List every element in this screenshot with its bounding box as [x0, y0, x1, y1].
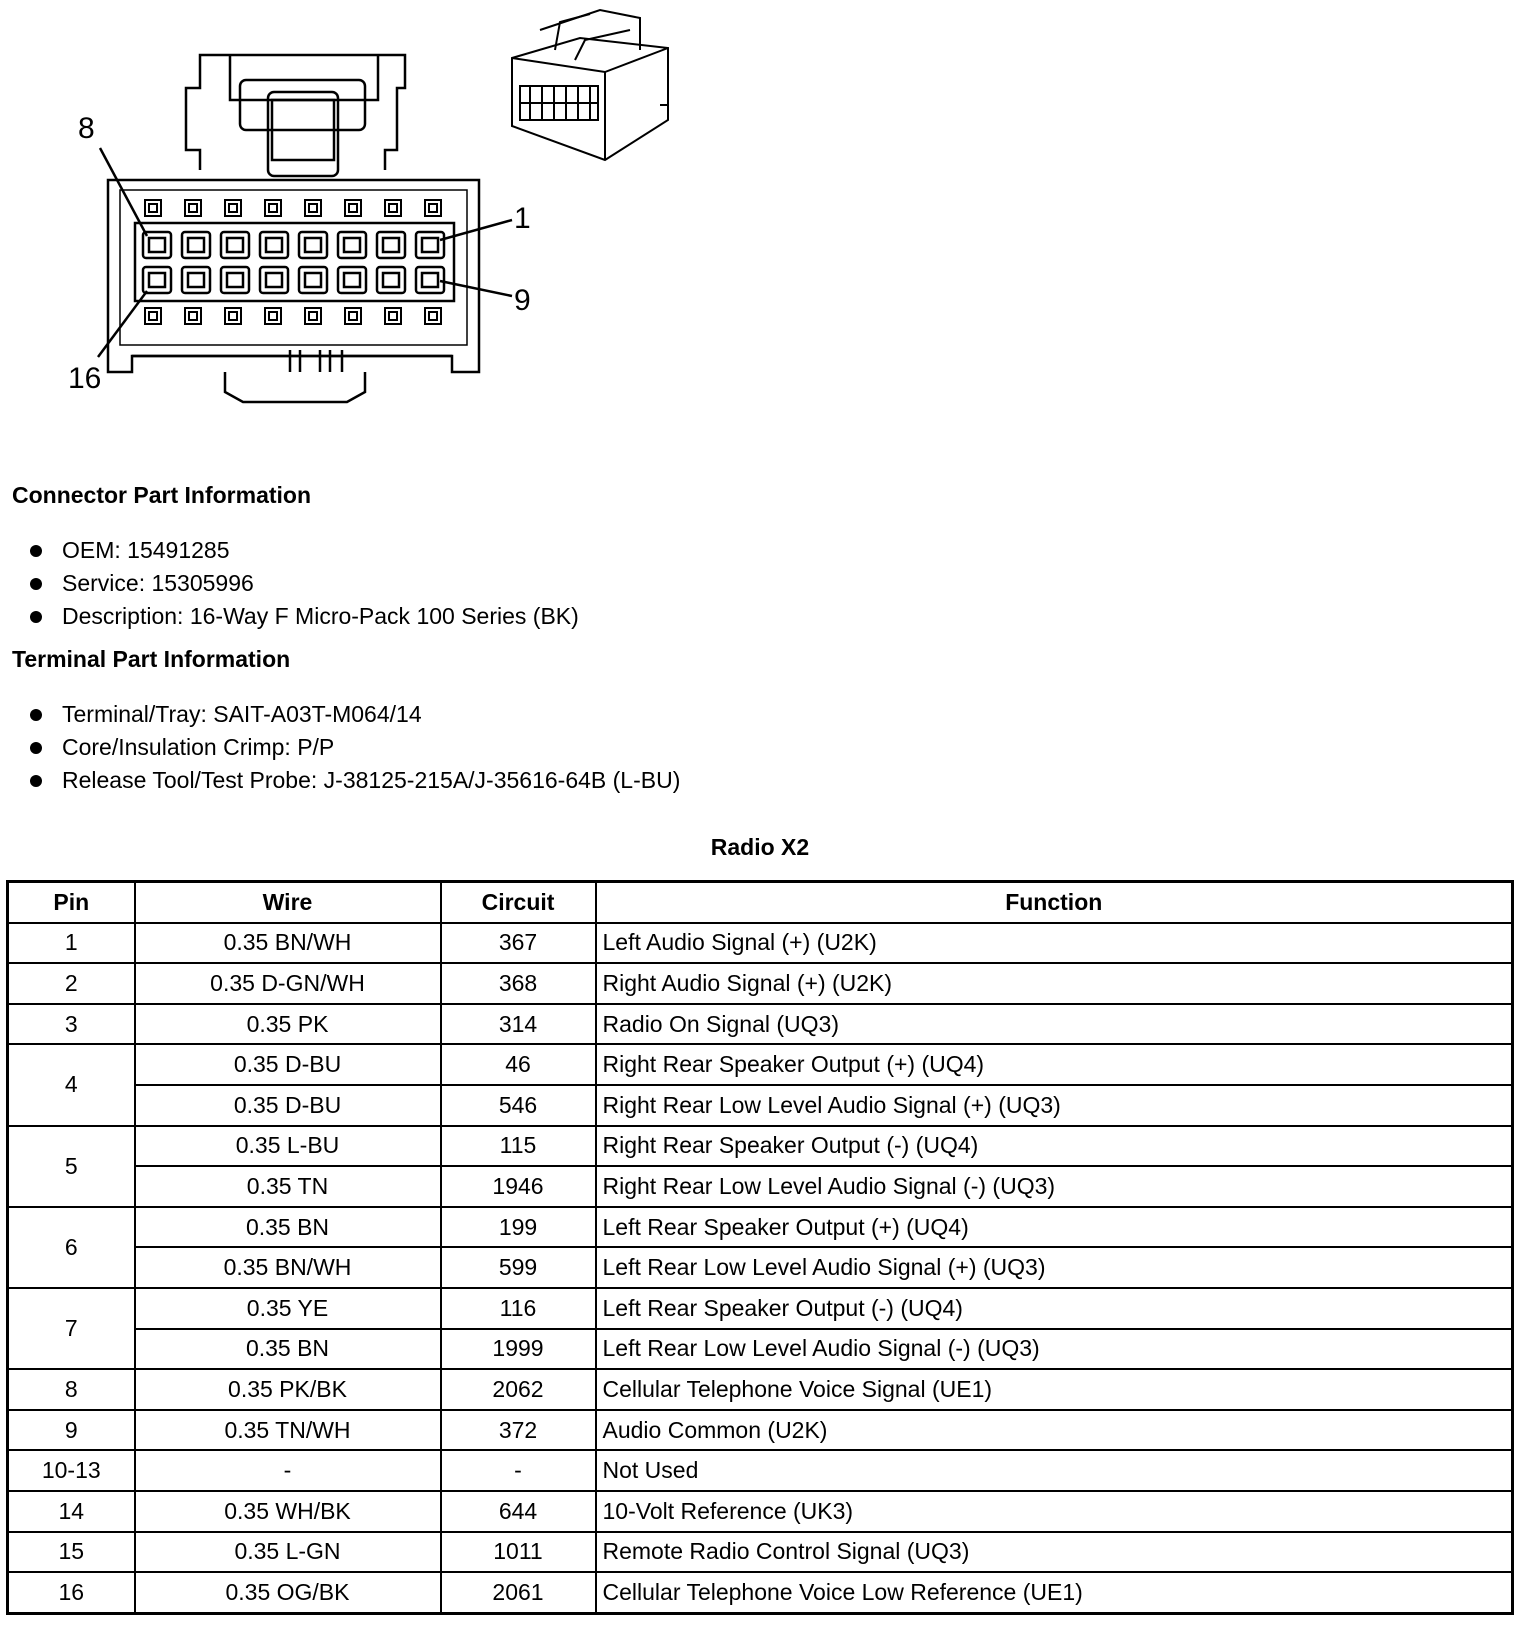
circuit-cell: 546	[441, 1085, 596, 1126]
terminal-info-item: Release Tool/Test Probe: J-38125-215A/J-35616-64B (L-BU)	[30, 764, 680, 797]
connector-info-title: Connector Part Information	[12, 482, 312, 508]
function-cell: Right Rear Speaker Output (-) (UQ4)	[596, 1126, 1513, 1167]
function-cell: Cellular Telephone Voice Signal (UE1)	[596, 1369, 1513, 1410]
pin-label-1: 1	[514, 202, 531, 235]
wire-cell: 0.35 PK	[135, 1004, 441, 1045]
pin-cell: 6	[8, 1207, 135, 1288]
function-cell: Left Rear Low Level Audio Signal (-) (UQ3)	[596, 1329, 1513, 1370]
wire-cell: 0.35 D-GN/WH	[135, 963, 441, 1004]
circuit-cell: 644	[441, 1491, 596, 1532]
pin-cell: 8	[8, 1369, 135, 1410]
terminal-info-item: Core/Insulation Crimp: P/P	[30, 731, 680, 764]
pin-cell: 7	[8, 1288, 135, 1369]
circuit-cell: 46	[441, 1044, 596, 1085]
table-row	[8, 1004, 1513, 1045]
circuit-cell: 199	[441, 1207, 596, 1248]
terminal-info-title: Terminal Part Information	[12, 646, 291, 672]
table-row	[8, 1044, 1513, 1085]
table-row	[8, 1532, 1513, 1573]
wire-cell: 0.35 PK/BK	[135, 1369, 441, 1410]
wire-cell: 0.35 L-BU	[135, 1126, 441, 1167]
wire-cell: 0.35 TN	[135, 1166, 441, 1207]
table-row	[8, 1491, 1513, 1532]
function-cell: Left Rear Speaker Output (+) (UQ4)	[596, 1207, 1513, 1248]
header-wire: Wire	[135, 882, 441, 923]
header-pin: Pin	[8, 882, 135, 923]
wire-cell: 0.35 TN/WH	[135, 1410, 441, 1451]
wire-cell: 0.35 L-GN	[135, 1532, 441, 1573]
table-row	[8, 963, 1513, 1004]
connector-isometric-icon	[512, 10, 668, 160]
function-cell: Right Rear Low Level Audio Signal (+) (UQ3)	[596, 1085, 1513, 1126]
wire-cell: -	[135, 1450, 441, 1491]
table-row	[8, 1329, 1513, 1370]
function-cell: Left Audio Signal (+) (U2K)	[596, 923, 1513, 964]
pin-label-8: 8	[78, 112, 95, 145]
pin-cell: 5	[8, 1126, 135, 1207]
table-row	[8, 1450, 1513, 1491]
circuit-cell: 115	[441, 1126, 596, 1167]
table-row	[8, 1410, 1513, 1451]
wire-cell: 0.35 YE	[135, 1288, 441, 1329]
table-row	[8, 1207, 1513, 1248]
function-cell: Right Rear Speaker Output (+) (UQ4)	[596, 1044, 1513, 1085]
pin-cell: 2	[8, 963, 135, 1004]
terminal-info-list	[30, 698, 680, 797]
circuit-cell: 314	[441, 1004, 596, 1045]
wire-cell: 0.35 OG/BK	[135, 1572, 441, 1613]
function-cell: Radio On Signal (UQ3)	[596, 1004, 1513, 1045]
pin-label-16: 16	[68, 362, 102, 395]
connector-info-list	[30, 534, 579, 633]
table-row	[8, 923, 1513, 964]
pin-cell: 4	[8, 1044, 135, 1125]
wire-cell: 0.35 D-BU	[135, 1085, 441, 1126]
circuit-cell: 2061	[441, 1572, 596, 1613]
function-cell: Remote Radio Control Signal (UQ3)	[596, 1532, 1513, 1573]
connector-info-item: Description: 16-Way F Micro-Pack 100 Series (BK)	[30, 600, 579, 633]
table-row	[8, 1288, 1513, 1329]
pin-cell: 3	[8, 1004, 135, 1045]
function-cell: Right Rear Low Level Audio Signal (-) (UQ3)	[596, 1166, 1513, 1207]
circuit-cell: 2062	[441, 1369, 596, 1410]
table-row	[8, 1166, 1513, 1207]
function-cell: Right Audio Signal (+) (U2K)	[596, 963, 1513, 1004]
pinout-table	[6, 880, 1514, 1615]
pin-cell: 15	[8, 1532, 135, 1573]
table-header-row	[8, 882, 1513, 923]
pin-cell: 16	[8, 1572, 135, 1613]
pin-label-9: 9	[514, 284, 531, 317]
wire-cell: 0.35 BN	[135, 1329, 441, 1370]
function-cell: Not Used	[596, 1450, 1513, 1491]
function-cell: 10-Volt Reference (UK3)	[596, 1491, 1513, 1532]
table-caption: Radio X2	[710, 834, 810, 860]
connector-diagram	[0, 0, 720, 420]
circuit-cell: 116	[441, 1288, 596, 1329]
connector-info-item: Service: 15305996	[30, 567, 579, 600]
header-function: Function	[596, 882, 1513, 923]
table-row	[8, 1369, 1513, 1410]
wire-cell: 0.35 BN/WH	[135, 1247, 441, 1288]
function-cell: Left Rear Low Level Audio Signal (+) (UQ3)	[596, 1247, 1513, 1288]
connector-info-item: OEM: 15491285	[30, 534, 579, 567]
circuit-cell: 372	[441, 1410, 596, 1451]
table-row	[8, 1126, 1513, 1167]
circuit-cell: 599	[441, 1247, 596, 1288]
table-row	[8, 1085, 1513, 1126]
wire-cell: 0.35 BN	[135, 1207, 441, 1248]
table-row	[8, 1572, 1513, 1613]
circuit-cell: 1999	[441, 1329, 596, 1370]
pin-cell: 10-13	[8, 1450, 135, 1491]
function-cell: Audio Common (U2K)	[596, 1410, 1513, 1451]
wire-cell: 0.35 WH/BK	[135, 1491, 441, 1532]
pin-cell: 1	[8, 923, 135, 964]
table-row	[8, 1247, 1513, 1288]
header-circuit: Circuit	[441, 882, 596, 923]
circuit-cell: 368	[441, 963, 596, 1004]
circuit-cell: 1011	[441, 1532, 596, 1573]
terminal-info-item: Terminal/Tray: SAIT-A03T-M064/14	[30, 698, 680, 731]
circuit-cell: 1946	[441, 1166, 596, 1207]
pin-cell: 14	[8, 1491, 135, 1532]
pin-cell: 9	[8, 1410, 135, 1451]
wire-cell: 0.35 D-BU	[135, 1044, 441, 1085]
wire-cell: 0.35 BN/WH	[135, 923, 441, 964]
function-cell: Cellular Telephone Voice Low Reference (UE1)	[596, 1572, 1513, 1613]
function-cell: Left Rear Speaker Output (-) (UQ4)	[596, 1288, 1513, 1329]
circuit-cell: 367	[441, 923, 596, 964]
circuit-cell: -	[441, 1450, 596, 1491]
